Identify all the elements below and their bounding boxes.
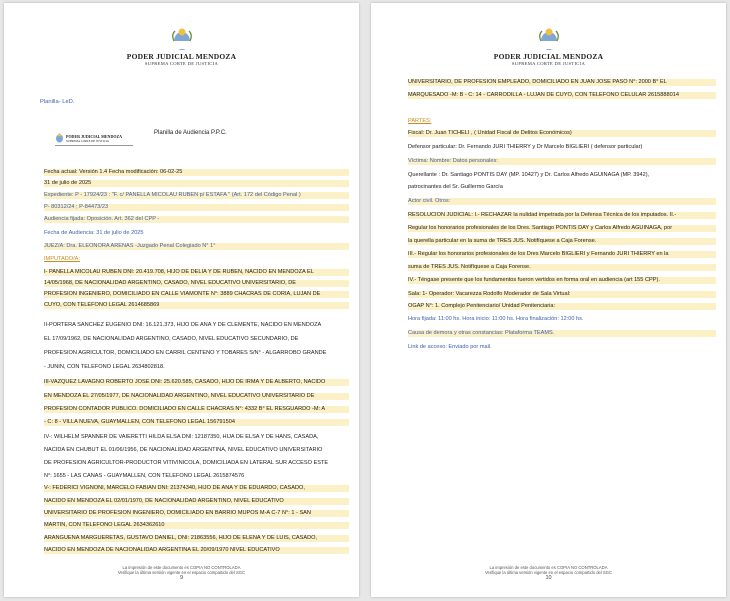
line-imputado-6a: ARANGUENA MARGUERETAS, GUSTAVO DANIEL, DNI: 21863556, HIJO DE ELENA Y DE LUIS, CASADO, — [44, 535, 349, 542]
line-audiencia-fijada: Audiencia fijada: Oposición. Art. 362 del CPP - — [44, 216, 349, 223]
line-defensor: Defensor particular: Dr. Fernando JURI THIERRY y Dr Marcelo BIGLIERI ( defensor particular) — [408, 144, 643, 150]
line-imputado-5c: UNIVERSITARIO DE PROFESIÓN INGENIERO, DOMICILIADO EN BARRIO MUPOS M-A C-7 N°: 1 - SAN — [44, 510, 349, 517]
footer-line-1: La impresión de este documento es COPIA NO CONTROLADA — [122, 565, 241, 570]
line-imputado-2d: - JUNIN, CON TELÉFONO LEGAL 2634802818. — [44, 364, 165, 370]
line-imputado-3d: - C: 8 - VILLA NUEVA, GUAYMALLÉN, CON TELÉFONO LEGAL 156791504 — [44, 419, 349, 426]
page-number: 9 — [179, 575, 184, 581]
line-sala: Sala: 1- Operador: Vacarezza Rodolfo Moderador de Sala Virtual: — [408, 291, 716, 298]
line-actor-civil: Actor civil. Otros: — [408, 198, 716, 205]
footer-line-2: Verifique la última versión vigente en el espacio compartido del SGC — [484, 570, 613, 575]
line-fiscal: Fiscal: Dr. Juan TICHELI , ( Unidad Fiscal de Delitos Económicos) — [408, 130, 716, 137]
line-continuation-a: UNIVERSITARIO, DE PROFESIÓN EMPLEADO, DOMICILIADO EN JUAN JOSÉ PASO N°: 2000 B° EL — [408, 79, 716, 86]
coat-of-arms-icon — [538, 27, 560, 51]
sheet-label: Planilla- LeD. — [40, 99, 75, 105]
line-resolucion-2: Regular los honorarios profesionales de los Dres. Santiago PONTIS DAY y Carlos Alfredo AGUINAGA, por — [408, 225, 716, 232]
line-resolucion-6: IV.- Téngase presente que los fundamentos fueron vertidos en forma oral en audiencia (art 155 CPP). — [408, 277, 716, 284]
line-imputado-4b: NACIDA EN CHUBUT EL 01/06/1956, DE NACIONALIDAD ARGENTINA, NIVEL EDUCATIVO UNIVERSITARIO — [44, 447, 323, 453]
line-imputado-5b: NACIDO EN MENDOZA EL 02/01/1970, DE NACIONALIDAD ARGENTINO, NIVEL EDUCATIVO — [44, 498, 349, 505]
line-juez: JUEZ/A: Dra. ELEONORA ARENAS -Juzgado Penal Colegiado N° 1° — [44, 243, 349, 250]
line-partes-heading: PARTES: — [408, 118, 432, 124]
line-imputado-heading: IMPUTADO/A: — [44, 256, 80, 262]
mini-title: PODER JUDICIAL MENDOZA — [66, 134, 123, 139]
line-fecha-valor: 31 de julio de 2025 — [44, 180, 349, 187]
header-title: PODER JUDICIAL MENDOZA — [493, 52, 604, 61]
line-expediente: Expediente: P - 17924/23 : "F. c/ PANELLA MICOLAU RUBEN p/ ESTAFA " (Art. 172 del Código Penal ) — [44, 192, 349, 199]
line-imputado-2c: PROFESIÓN AGRICULTOR, DOMICILIADO EN CARRIL CENTENO Y TOBARES S/N° - ALGARROBO GRANDE — [44, 350, 327, 356]
line-querellante: Querellante : Dr. Santiago PONTIS DAY (MP. 10427) y Dr. Carlos Alfredo AGUINAGA (MP. 3942), — [408, 172, 650, 178]
page-header — [4, 27, 359, 66]
mini-subtitle: SUPREMA CORTE DE JUSTICIA — [66, 139, 109, 143]
line-imputado-3c: PROFESIÓN CONTADOR PÚBLICO. DOMICILIADO EN CALLE CHACRAS N°: 4332 B° EL RESGUARDO -M: A — [44, 406, 349, 413]
page-footer — [371, 565, 726, 581]
line-resolucion-5: suma de TRES JUS. Notifíquese a Caja Forense. — [408, 264, 716, 271]
line-imputado-1b: 14/05/1968, DE NACIONALIDAD ARGENTINO, CASADO, NIVEL EDUCATIVO UNIVERSITARIO, DE — [44, 280, 349, 287]
line-patrocinantes: patrocinantes del Sr. Guillermo García — [408, 184, 503, 190]
header-title: PODER JUDICIAL MENDOZA — [126, 52, 237, 61]
line-imputado-6b: NACIDO EN MENDOZA DE NACIONALIDAD ARGENTINA EL 20/09/1970 NIVEL EDUCATIVO — [44, 547, 349, 554]
line-link-acceso: Link de acceso: Enviado por mail. — [408, 344, 492, 350]
line-imputado-5a: V-: FEDERICI VIGNONI, MARCELO FABIAN DNI: 21374340, HIJO DE ANA Y DE EDUARDO, CASADO, — [44, 485, 349, 492]
line-imputado-3b: EN MENDOZA EL 27/05/1977, DE NACIONALIDAD ARGENTINO, NIVEL EDUCATIVO UNIVERSITARIO DE — [44, 393, 349, 400]
line-imputado-1d: CUYO, CON TELÉFONO LEGAL 2614685869 — [44, 302, 349, 309]
line-resolucion-1: RESOLUCIÓN JUDICIAL: I.- RECHAZAR la nulidad impetrada por la Defensa Técnica de los imputados. II.- — [408, 212, 716, 219]
page-header — [371, 27, 726, 66]
line-imputado-5d: MARTÍN, CON TELÉFONO LEGAL 2634362610 — [44, 522, 349, 529]
line-imputado-2b: EL 17/09/1962, DE NACIONALIDAD ARGENTINO, CASADO, NIVEL EDUCATIVO SECUNDARIO, DE — [44, 336, 299, 342]
footer-line-2: Verifique la última versión vigente en el espacio compartido del SGC — [117, 570, 246, 575]
line-resolucion-3: la querella particular en la suma de TRES JUS. Notifíquese a Caja Forense. — [408, 238, 716, 245]
line-continuation-b: MARQUESADO -M: B - C: 14 - CARRODILLA - LUJÁN DE CUYO, CON TELÉFONO CELULAR 2615888014 — [408, 92, 716, 99]
line-imputado-4c: DE PROFESIÓN AGRICULTOR-PRODUCTOR VITIVINÍCOLA, DOMICILIADA EN LATERAL SUR ACCESO ESTE — [44, 460, 329, 466]
coat-of-arms-icon — [171, 27, 193, 51]
footer-line-1: La impresión de este documento es COPIA NO CONTROLADA — [489, 565, 608, 570]
line-resolucion-4: III.- Regular los honorarios profesionales de los Dres Marcelo BIGLIERI y Fernando JURI THIERRY en la — [408, 251, 716, 258]
document-page-10 — [371, 3, 726, 597]
line-imputado-2a: II-PORTERA SANCHEZ EUGENIO DNI: 16.121.373, HIJO DE ANA Y DE CLEMENTE, NACIDO EN MENDOZA — [44, 322, 322, 328]
header-subtitle: SUPREMA CORTE DE JUSTICIA — [144, 61, 219, 66]
header-subtitle: SUPREMA CORTE DE JUSTICIA — [511, 61, 586, 66]
line-imputado-4d: N°: 1655 - LAS CAÑAS - GUAYMALLEN, CON TELÉFONO LEGAL 2615874576 — [44, 473, 245, 479]
mini-logo-rule — [55, 145, 133, 146]
page-number: 10 — [545, 575, 552, 581]
line-victima: Víctima: Nombre: Datos personales: — [408, 158, 716, 165]
line-imputado-1c: PROFESIÓN INGENIERO, DOMICILIADO EN CALLE VIAMONTE N°: 3889 CHACRAS DE CORIA, LUJÁN DE — [44, 291, 349, 298]
document-page-9 — [4, 3, 359, 597]
line-horarios: Hora fijada: 11:00 hs. Hora inicio: 11:00 hs. Hora finalización: 12:00 hs. — [408, 316, 584, 322]
page-footer — [4, 565, 359, 581]
line-imputado-3a: III-VAZQUEZ LAVAGNO ROBERTO JOSE DNI: 25.620.585, CASADO, HIJO DE IRMA Y DE ALBERTO, NACIDO — [44, 379, 349, 386]
mini-coat-of-arms-icon — [55, 133, 64, 143]
line-fecha-actual: Fecha actual: Versión 1.4 Fecha modificación: 06-02-25 — [44, 169, 349, 176]
line-fecha-audiencia: Fecha de Audiencia: 31 de julio de 2025 — [44, 230, 144, 236]
line-imputado-4a: IV-: WILHELM SPANNER DE VAIERETTI HILDA ELSA DNI: 12187350, HIJA DE ELSA Y DE HANS, CASADA, — [44, 434, 319, 440]
line-imputado-1a: I- PANELLA MICOLAU RUBEN DNI: 20.419.708, HIJO DE DELIA Y DE RUBEN, NACIDO EN MENDOZA EL — [44, 269, 349, 276]
line-ogap: OGAP N°: 1. Complejo Penitenciario/ Unidad Penitenciaria: — [408, 303, 716, 310]
line-causa-demora: Causa de demora y otras constancias: Plataforma TEAMS. — [408, 330, 716, 337]
document-title: Planilla de Audiencia P.P.C. — [154, 130, 227, 136]
line-expediente-2: P- 80312/24 ; P-84473/23 — [44, 204, 349, 211]
